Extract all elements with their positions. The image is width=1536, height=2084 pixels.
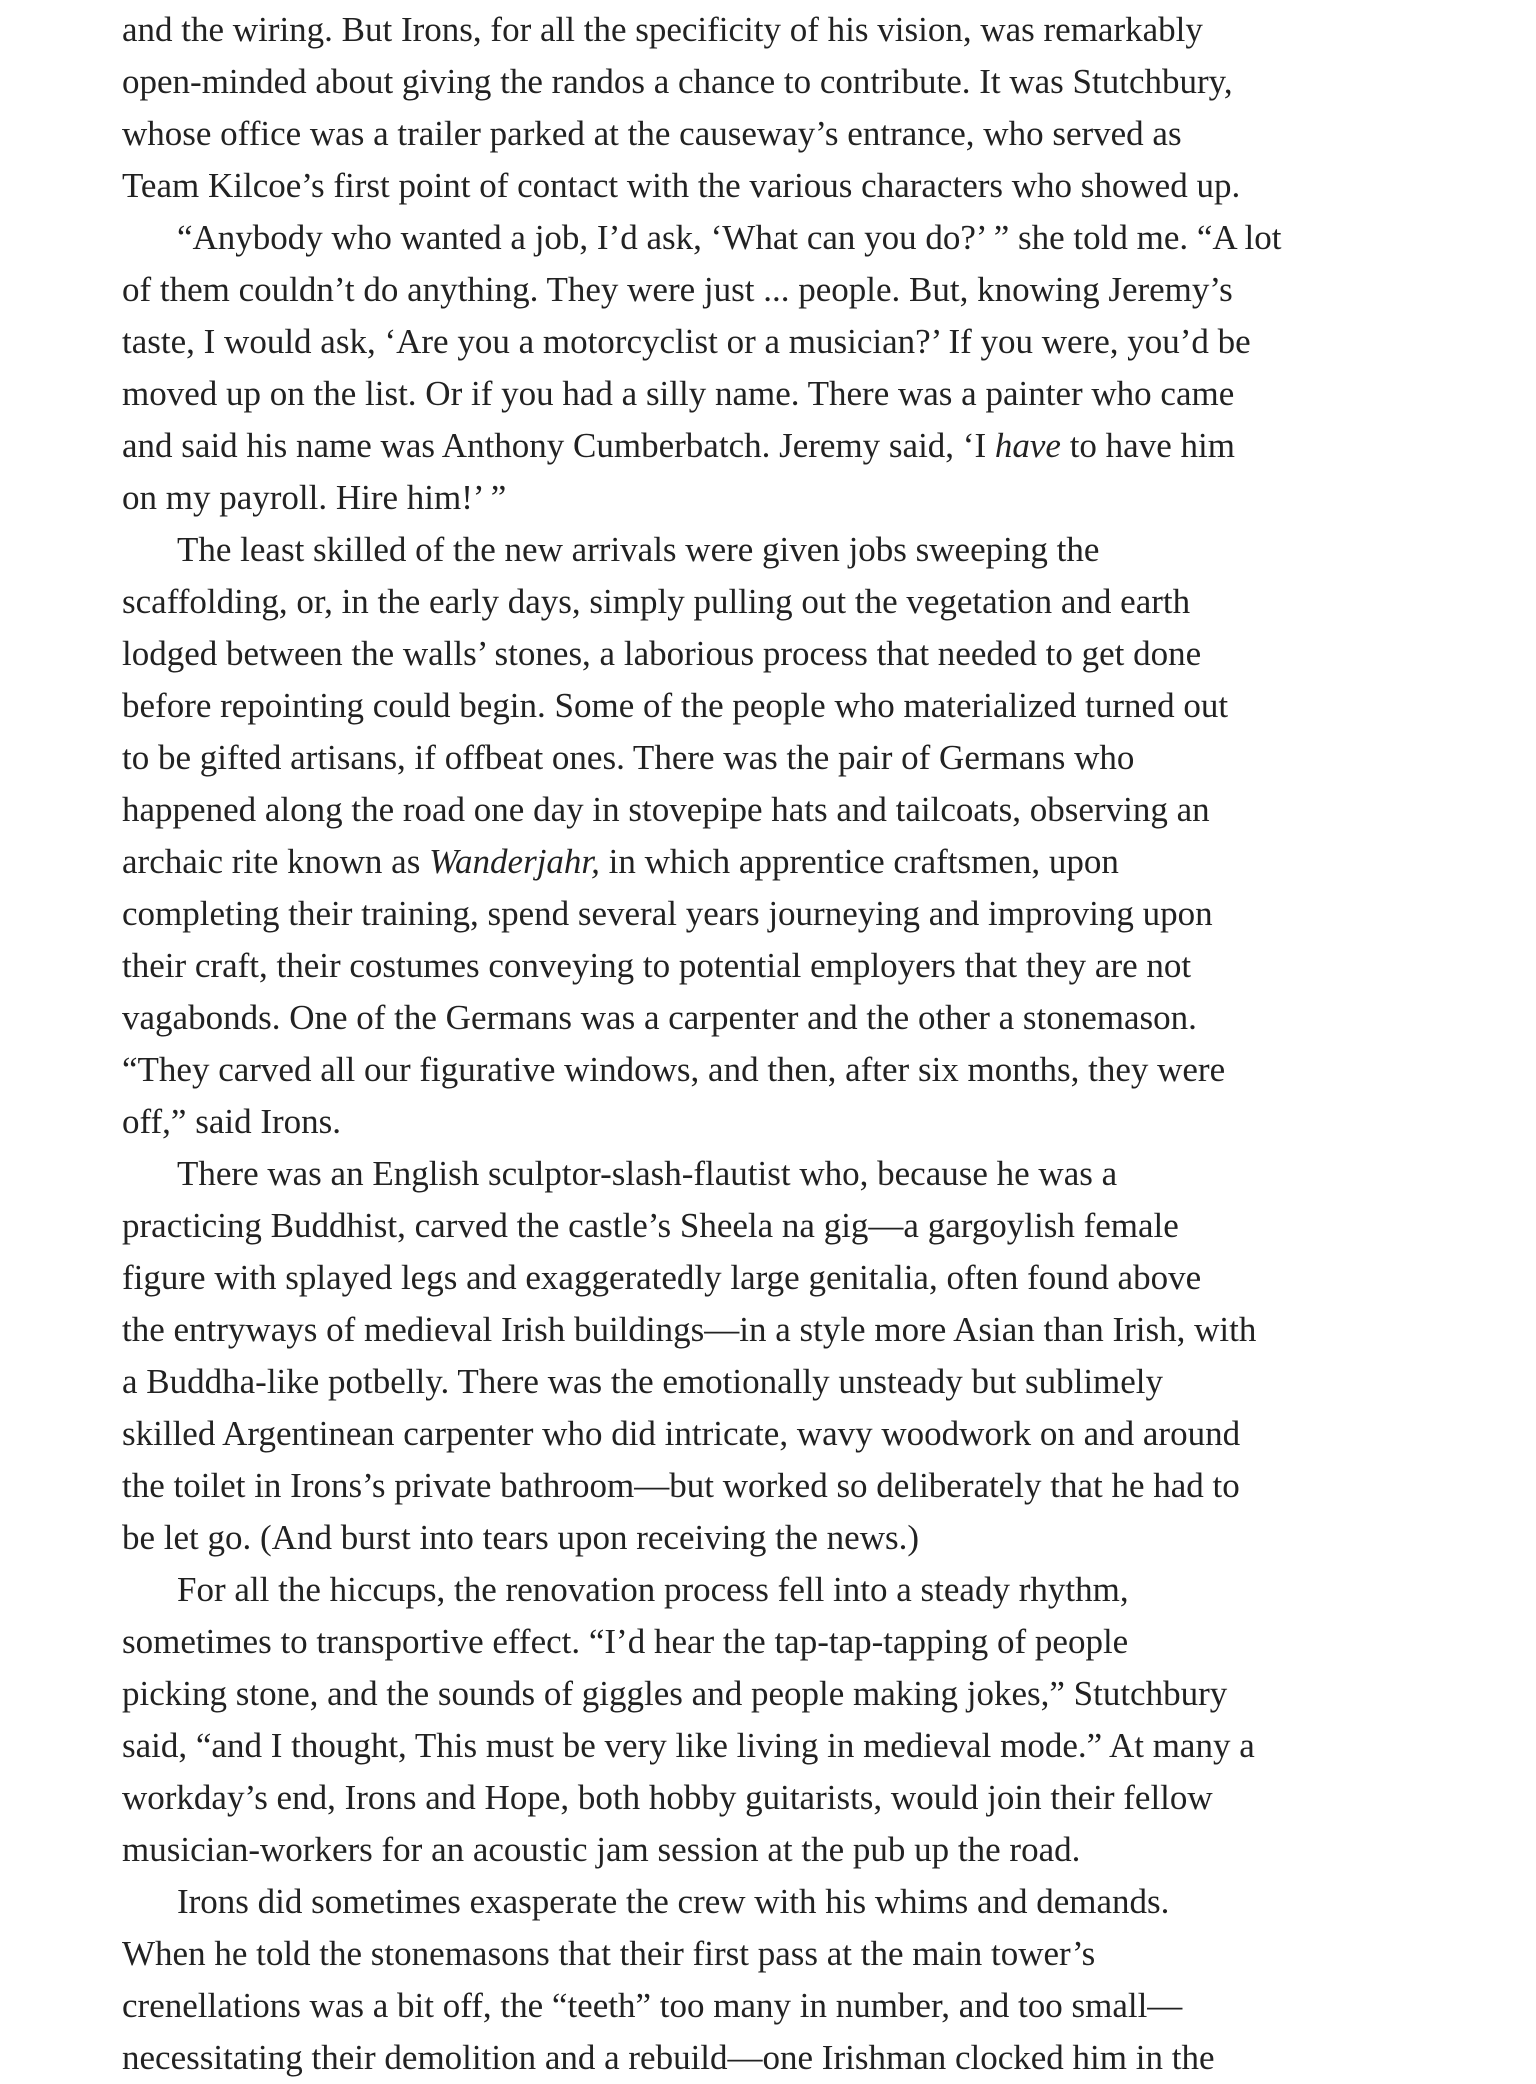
text-segment: The least skilled of the new arrivals were given jobs sweeping the [177, 530, 1100, 569]
text-segment: be let go. (And burst into tears upon receiving the news.) [122, 1518, 920, 1557]
text-line [122, 628, 1201, 680]
italic-text: have [994, 426, 1061, 465]
text-segment: whose office was a trailer parked at the causeway’s entrance, who served as [122, 114, 1182, 153]
italic-text: Wanderjahr, [429, 842, 600, 881]
text-segment: their craft, their costumes conveying to potential employers that they are not [122, 946, 1192, 985]
text-segment: musician-workers for an acoustic jam session at the pub up the road. [122, 1830, 1081, 1869]
text-line [122, 732, 1134, 784]
text-segment: workday’s end, Irons and Hope, both hobby guitarists, would join their fellow [122, 1778, 1213, 1817]
text-segment: taste, I would ask, ‘Are you a motorcyclist or a musician?’ If you were, you’d be [122, 322, 1251, 361]
text-line [122, 836, 1119, 888]
text-segment: practicing Buddhist, carved the castle’s Sheela na gig—a gargoylish female [122, 1206, 1179, 1245]
text-line [122, 1512, 919, 1564]
text-segment: happened along the road one day in stovepipe hats and tailcoats, observing an [122, 790, 1210, 829]
text-line [122, 368, 1234, 420]
text-segment: on my payroll. Hire him!’ ” [122, 478, 507, 517]
text-line [122, 1252, 1201, 1304]
text-segment: figure with splayed legs and exaggeratedly large genitalia, often found above [122, 1258, 1202, 1297]
text-segment: Team Kilcoe’s first point of contact with the various characters who showed up. [122, 166, 1241, 205]
text-segment: There was an English sculptor-slash-flautist who, because he was a [177, 1154, 1118, 1193]
text-line [122, 1044, 1225, 1096]
text-segment: necessitating their demolition and a rebuild—one Irishman clocked him in the [122, 2038, 1215, 2077]
text-line [122, 1408, 1240, 1460]
text-segment: the entryways of medieval Irish buildings—in a style more Asian than Irish, with [122, 1310, 1257, 1349]
text-segment: “They carved all our figurative windows, and then, after six months, they were [122, 1050, 1226, 1089]
text-segment: a Buddha-like potbelly. There was the emotionally unsteady but sublimely [122, 1362, 1164, 1401]
text-segment: skilled Argentinean carpenter who did intricate, wavy woodwork on and around [122, 1414, 1241, 1453]
text-segment: and the wiring. But Irons, for all the specificity of his vision, was remarkably [122, 10, 1203, 49]
text-line [122, 1668, 1227, 1720]
text-segment: and said his name was Anthony Cumberbatch. Jeremy said, ‘I [122, 426, 995, 465]
paragraph-first-line [177, 1876, 1169, 1928]
text-line [122, 1772, 1213, 1824]
text-line [122, 160, 1240, 212]
text-segment: before repointing could begin. Some of the people who materialized turned out [122, 686, 1229, 725]
text-segment: completing their training, spend several years journeying and improving upon [122, 894, 1213, 933]
paragraph-first-line [177, 1564, 1129, 1616]
text-line [122, 472, 506, 524]
text-segment: Irons did sometimes exasperate the crew with his whims and demands. [177, 1882, 1170, 1921]
text-segment: in which apprentice craftsmen, upon [599, 842, 1119, 881]
text-line [122, 940, 1191, 992]
text-segment: open-minded about giving the randos a chance to contribute. It was Stutchbury, [122, 62, 1233, 101]
text-segment: vagabonds. One of the Germans was a carpenter and the other a stonemason. [122, 998, 1197, 1037]
text-line [122, 992, 1197, 1044]
text-segment: picking stone, and the sounds of giggles and people making jokes,” Stutchbury [122, 1674, 1228, 1713]
text-line [122, 108, 1182, 160]
text-line [122, 316, 1251, 368]
text-line [122, 1720, 1255, 1772]
text-line [122, 264, 1233, 316]
text-line [122, 4, 1203, 56]
text-segment: the toilet in Irons’s private bathroom—but worked so deliberately that he had to [122, 1466, 1240, 1505]
text-segment: crenellations was a bit off, the “teeth” too many in number, and too small— [122, 1986, 1183, 2025]
paragraph-first-line [177, 212, 1281, 264]
text-line [122, 576, 1190, 628]
text-line [122, 1928, 1095, 1980]
text-segment: off,” said Irons. [122, 1102, 342, 1141]
paragraph-first-line [177, 524, 1099, 576]
text-segment: lodged between the walls’ stones, a laborious process that needed to get done [122, 634, 1202, 673]
text-segment: to be gifted artisans, if offbeat ones. There was the pair of Germans who [122, 738, 1135, 777]
text-segment: to have him [1060, 426, 1235, 465]
text-line [122, 784, 1210, 836]
text-segment: moved up on the list. Or if you had a silly name. There was a painter who came [122, 374, 1235, 413]
text-line [122, 1616, 1128, 1668]
text-line [122, 1824, 1080, 1876]
text-line [122, 680, 1228, 732]
paragraph-first-line [177, 1148, 1117, 1200]
text-segment: scaffolding, or, in the early days, simply pulling out the vegetation and earth [122, 582, 1191, 621]
text-segment: When he told the stonemasons that their first pass at the main tower’s [122, 1934, 1096, 1973]
text-segment: For all the hiccups, the renovation process fell into a steady rhythm, [177, 1570, 1129, 1609]
text-line [122, 1096, 341, 1148]
text-line [122, 1980, 1182, 2032]
text-line [122, 888, 1213, 940]
text-segment: said, “and I thought, This must be very like living in medieval mode.” At many a [122, 1726, 1255, 1765]
text-line [122, 1460, 1240, 1512]
text-segment: sometimes to transportive effect. “I’d hear the tap-tap-tapping of people [122, 1622, 1129, 1661]
text-segment: archaic rite known as [122, 842, 430, 881]
text-line [122, 56, 1233, 108]
text-line [122, 1356, 1163, 1408]
text-line [122, 420, 1235, 472]
text-line [122, 1200, 1179, 1252]
text-segment: of them couldn’t do anything. They were just ... people. But, knowing Jeremy’s [122, 270, 1233, 309]
text-line-clipped [122, 2032, 1215, 2084]
text-segment: “Anybody who wanted a job, I’d ask, ‘What can you do?’ ” she told me. “A lot [177, 218, 1282, 257]
text-line [122, 1304, 1256, 1356]
